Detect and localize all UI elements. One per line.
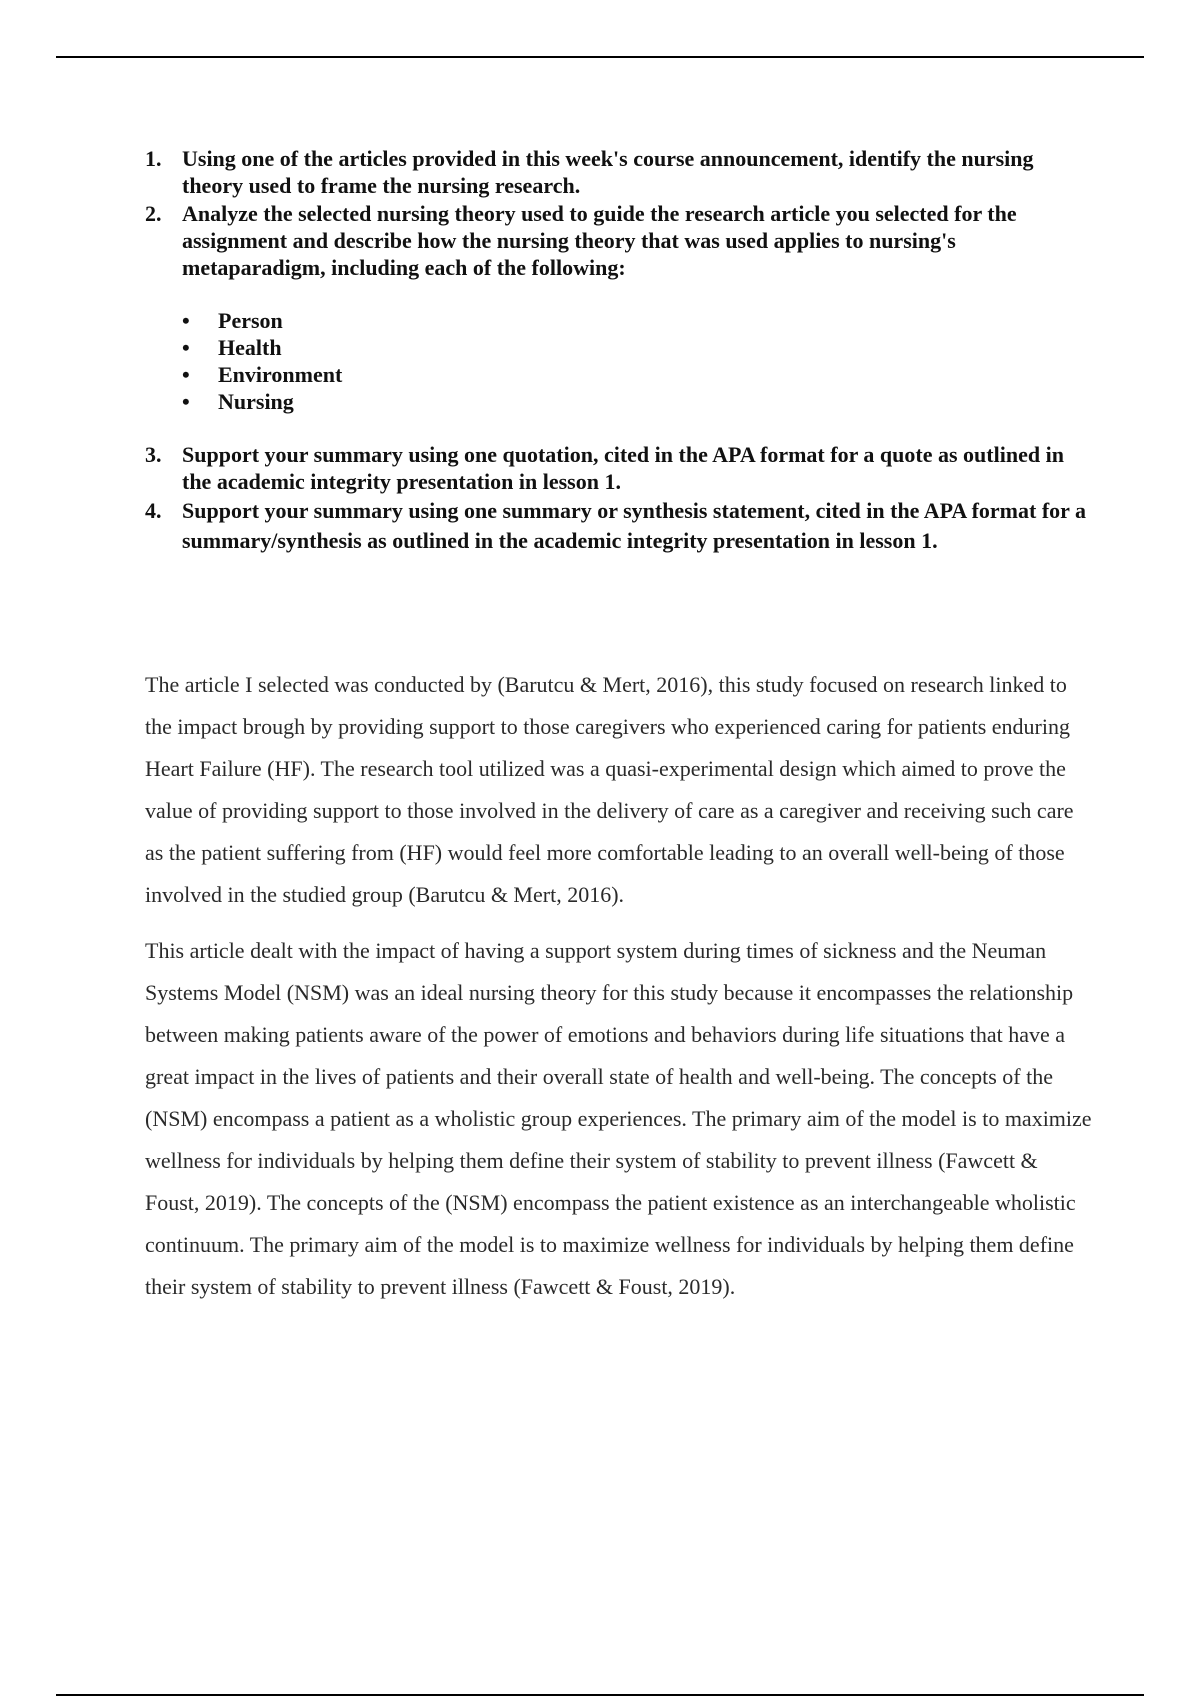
prompt-text: Using one of the articles provided in this week's course announcement, identify the nursing theory used to frame the nursing research. <box>182 146 1034 198</box>
prompt-number: 2. <box>145 201 162 226</box>
prompt-number: 1. <box>145 146 162 171</box>
bullet-icon: • <box>182 389 190 414</box>
metaparadigm-list <box>145 307 1095 415</box>
metaparadigm-label: Nursing <box>218 389 294 414</box>
prompt-text: Analyze the selected nursing theory used to guide the research article you selected for the assignment and describe how the nursing theory that was used applies to nursing's metaparadigm, including each of the following: <box>182 201 1017 280</box>
document-body <box>145 145 1095 1308</box>
assignment-prompts <box>145 145 1095 556</box>
metaparadigm-item <box>182 361 1095 388</box>
prompt-number: 4. <box>145 498 162 523</box>
bullet-icon: • <box>182 335 190 360</box>
footer-rule <box>56 1694 1144 1696</box>
prompt-number: 3. <box>145 442 162 467</box>
essay-response <box>145 664 1095 1308</box>
essay-paragraph: This article dealt with the impact of having a support system during times of sickness and the Neuman Systems Model (NSM) was an ideal nursing theory for this study because it encompasses the relationship between making patients aware of the power of emotions and behaviors during life situations that have a great impact in the lives of patients and their overall state of health and well-being. The concepts of the (NSM) encompass a patient as a wholistic group experiences. The primary aim of the model is to maximize wellness for individuals by helping them define their system of stability to prevent illness (Fawcett & Foust, 2019). The concepts of the (NSM) encompass the patient existence as an interchangeable wholistic continuum. The primary aim of the model is to maximize wellness for individuals by helping them define their system of stability to prevent illness (Fawcett & Foust, 2019). <box>145 938 1092 1299</box>
prompt-text: Support your summary using one summary or synthesis statement, cited in the APA format for a summary/synthesis as outlined in the academic integrity presentation in lesson 1. <box>182 498 1087 553</box>
metaparadigm-label: Person <box>218 308 283 333</box>
prompt-item <box>145 145 1095 199</box>
metaparadigm-label: Environment <box>218 362 343 387</box>
essay-paragraph: The article I selected was conducted by (Barutcu & Mert, 2016), this study focused on research linked to the impact brough by providing support to those caregivers who experienced caring for patients enduring Heart Failure (HF). The research tool utilized was a quasi-experimental design which aimed to prove the value of providing support to those involved in the delivery of care as a caregiver and receiving such care as the patient suffering from (HF) would feel more comfortable leading to an overall well-being of those involved in the studied group (Barutcu & Mert, 2016). <box>145 672 1074 907</box>
metaparadigm-label: Health <box>218 335 282 360</box>
metaparadigm-item <box>182 388 1095 415</box>
prompt-item <box>145 200 1095 415</box>
metaparadigm-item <box>182 334 1095 361</box>
prompt-text: Support your summary using one quotation, cited in the APA format for a quote as outlined in the academic integrity presentation in lesson 1. <box>182 442 1064 494</box>
bullet-icon: • <box>182 362 190 387</box>
bullet-icon: • <box>182 308 190 333</box>
prompt-item <box>145 441 1095 495</box>
metaparadigm-item <box>182 307 1095 334</box>
header-rule <box>56 56 1144 58</box>
prompt-item <box>145 496 1095 556</box>
